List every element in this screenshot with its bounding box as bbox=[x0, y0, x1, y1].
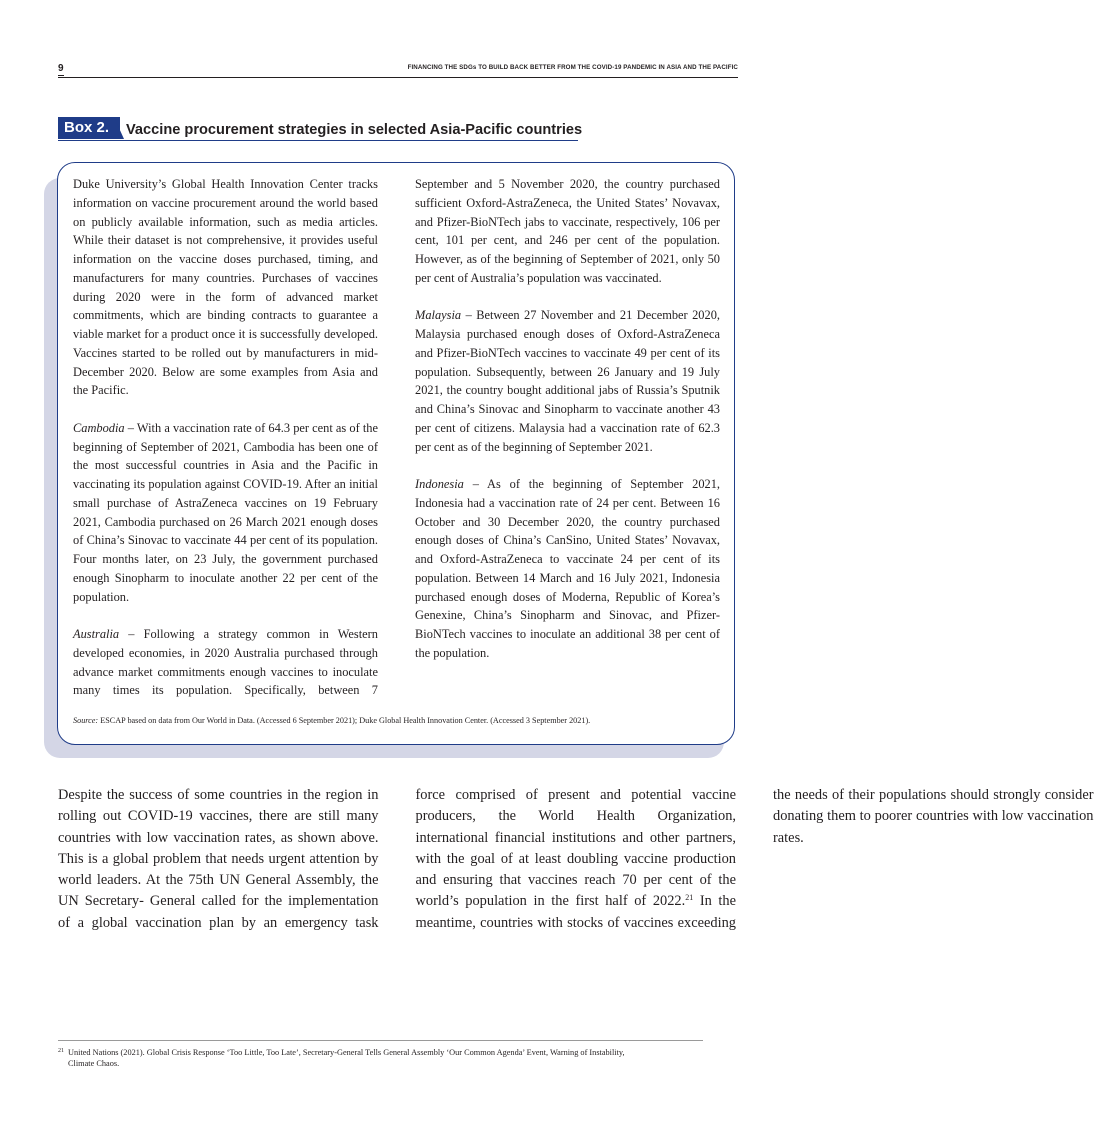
malaysia-label: Malaysia bbox=[415, 308, 462, 323]
cambodia-label: Cambodia bbox=[73, 420, 125, 435]
footnote bbox=[58, 1048, 708, 1069]
box-label-notch bbox=[114, 117, 124, 139]
body-text-b: In the meantime, countries with stocks of vaccines exceeding the needs of their populations should strongly consider donating them to poorer countries with low vaccination rates. bbox=[415, 787, 1094, 931]
source-label: Source: bbox=[73, 716, 99, 725]
australia-paragraph: Australia – Following a strategy common in Western developed economies, in 2020 Australia purchased through advance market commitments enough vaccines to inoculate many times its population. Specifically, between 7 September and 5 November 2020, the country purchased sufficient Oxford-AstraZeneca, the United States’ Novavax, and Pfizer-BioNTech jabs to vaccinate, respectively, 106 per cent, 101 per cent, and 246 per cent of the population. However, as of the beginning of September of 2021, only 50 per cent of Australia’s population was vaccinated. bbox=[73, 177, 720, 698]
footnote-line-1: 21 United Nations (2021). Global Crisis Response ‘Too Little, Too Late’, Secretary-General Tells General Assembly ‘Our Common Agenda’ Event, Warning of Instability, bbox=[58, 1048, 625, 1057]
body-text-a: Despite the success of some countries in the region in rolling out COVID-19 vaccines, there are still many countries with low vaccination rates, as shown above. This is a global problem that needs urgent attention by world leaders. At the 75th UN General Assembly, the UN Secretary- General called for the implementation of a global vaccination plan by an emergency task force comprised of present and potential vaccine producers, the World Health Organization, international financial institutions and other partners, with the goal of at least doubling vaccine production and ensuring that vaccines reach 70 per cent of the world’s population in the first half of 2022. bbox=[58, 787, 736, 931]
cambodia-paragraph: Cambodia – With a vaccination rate of 64.3 per cent as of the beginning of September of 2021, Cambodia has been one of the most successful countries in Asia and the Pacific in vaccinating its population against COVID-19. After an initial small purchase of AstraZeneca vaccines on 19 February 2021, Cambodia purchased on 26 March 2021 enough doses of China’s Sinovac to vaccinate 44 per cent of its population. Four months later, on 23 July, the government purchased enough Sinopharm to inoculate another 22 per cent of the population. bbox=[73, 420, 378, 604]
australia-label: Australia bbox=[73, 627, 120, 641]
footnote-ref: 21 bbox=[685, 893, 694, 903]
box-title: Vaccine procurement strategies in selected Asia-Pacific countries bbox=[126, 122, 583, 138]
running-header: FINANCING THE SDGs TO BUILD BACK BETTER FROM THE COVID-19 PANDEMIC IN ASIA AND THE PACIFIC bbox=[407, 64, 738, 71]
box-intro-paragraph: Duke University’s Global Health Innovation Center tracks information on vaccine procurement around the world based on publicly available information, such as media articles. While their dataset is not comprehensive, it provides useful information on the vaccine doses purchased, timing, and manufacturers for many countries. Purchases of vaccines during 2020 were in the form of advanced market commitments, which are binding contracts to guarantee a viable market for a product once it is successfully developed. Vaccines started to be rolled out by manufacturers in mid-December 2020. Below are some examples from Asia and the Pacific. bbox=[73, 177, 378, 398]
box-label: Box 2. bbox=[58, 117, 120, 139]
malaysia-paragraph: Malaysia – Between 27 November and 21 December 2020, Malaysia purchased enough doses of Oxford-AstraZeneca and Pfizer-BioNTech vaccines to vaccinate 49 per cent of its population. Subsequently, between 26 January and 19 July 2021, the country bought additional jabs of Russia’s Sputnik and China’s Sinovac and Sinopharm to vaccinate another 43 per cent of citizens. Malaysia had a vaccination rate of 62.3 per cent as of the beginning of September 2021. bbox=[415, 308, 720, 454]
footnote-divider bbox=[58, 1040, 703, 1041]
indonesia-label: Indonesia bbox=[415, 477, 464, 491]
box-source: Source: ESCAP based on data from Our World in Data. (Accessed 6 September 2021); Duke Global Health Innovation Center. (Accessed 3 September 2021). bbox=[73, 716, 591, 725]
box-body bbox=[73, 175, 720, 700]
page-number: 9 bbox=[58, 63, 64, 74]
header-divider bbox=[58, 77, 738, 78]
indonesia-paragraph: Indonesia – As of the beginning of September 2021, Indonesia had a vaccination rate of 24 per cent. Between 16 October and 30 December 2020, the country purchased enough doses of China’s CanSino, United States’ Novavax, and Oxford-AstraZeneca to vaccinate 24 per cent of its population. Between 14 March and 16 July 2021, Indonesia purchased enough doses of Moderna, Republic of Korea’s Genexine, China’s Sinopharm and Sinovac, and Pfizer-BioNTech vaccines to inoculate an additional 38 per cent of the population. bbox=[415, 477, 720, 660]
body-paragraph bbox=[58, 785, 1094, 955]
footnote-line-2: Climate Chaos. bbox=[68, 1058, 120, 1068]
box-title-underline bbox=[58, 140, 578, 141]
